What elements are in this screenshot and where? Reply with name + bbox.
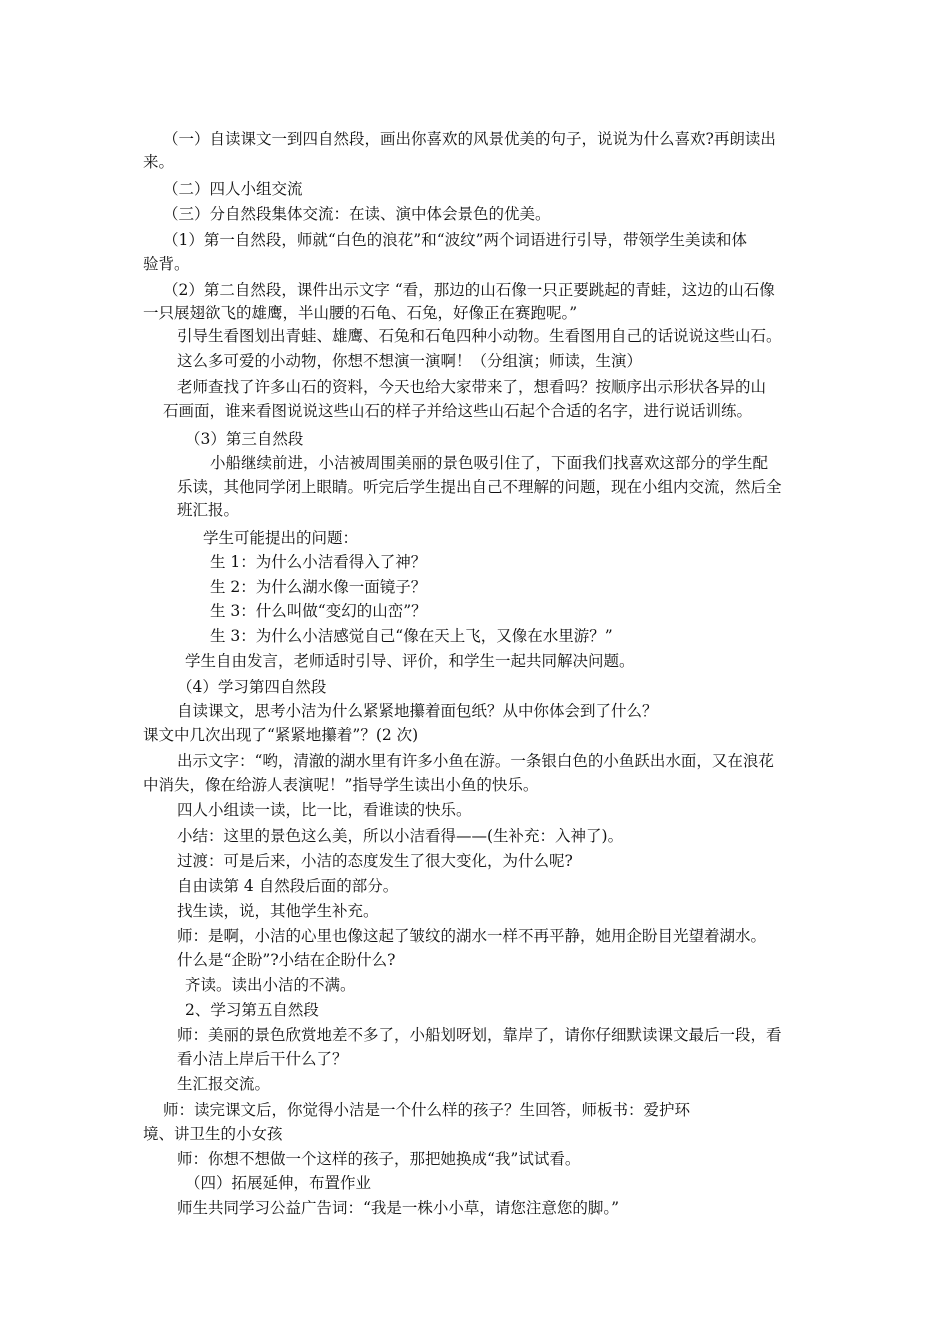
- slogan-line: 师生共同学习公益广告词：“我是一株小小草，请您注意您的脚。”: [177, 1199, 620, 1217]
- report-line: 生汇报交流。: [177, 1075, 271, 1093]
- transition-line: 过渡：可是后来，小洁的态度发生了很大变化，为什么呢?: [177, 852, 573, 870]
- item-2-line-1: （2）第二自然段，课件出示文字 “看，那边的山石像一只正要跳起的青蛙，这边的山石像: [163, 281, 775, 299]
- section-3-heading: （三）分自然段集体交流：在读、演中体会景色的优美。: [163, 205, 551, 223]
- part-2-line-1: 师：美丽的景色欣赏地差不多了，小船划呀划，靠岸了，请你仔细默读课文最后一段，看: [177, 1026, 782, 1044]
- questions-intro: 学生可能提出的问题：: [203, 529, 359, 547]
- teacher-lake-line: 师：是啊，小洁的心里也像这起了皱纹的湖水一样不再平静，她用企盼目光望着湖水。: [177, 927, 767, 945]
- student-read-line: 找生读，说，其他学生补充。: [177, 902, 379, 920]
- item-3-line-3: 班汇报。: [177, 501, 240, 519]
- fish-text-line-1: 出示文字：“哟，清澈的湖水里有许多小鱼在游。一条银白色的小鱼跃出水面，又在浪花: [177, 752, 774, 770]
- paragraph-1-line-1: （一）自读课文一到四自然段，画出你喜欢的风景优美的句子，说说为什么喜欢?再朗读出: [163, 130, 776, 148]
- act-out-line: 这么多可爱的小动物，你想不想演一演啊！（分组演；师读，生演）: [177, 352, 643, 370]
- question-3: 生 3：什么叫做“变幻的山峦”？: [210, 602, 427, 620]
- item-1-line-2: 验背。: [143, 255, 190, 273]
- question-1: 生 1：为什么小洁看得入了神？: [210, 553, 427, 571]
- guide-line: 引导生看图划出青蛙、雄鹰、石兔和石龟四种小动物。生看图用自己的话说说这些山石。: [177, 327, 782, 345]
- question-4: 生 3：为什么小洁感觉自己“像在天上飞，又像在水里游？”: [210, 627, 613, 645]
- group-read-line: 四人小组读一读，比一比，看谁读的快乐。: [177, 801, 472, 819]
- teacher-summary-line-1: 师：读完课文后，你觉得小洁是一个什么样的孩子？生回答，师板书：爱护环: [163, 1101, 691, 1119]
- item-3-line-1: 小船继续前进，小洁被周围美丽的景色吸引住了，下面我们找喜欢这部分的学生配: [210, 454, 769, 472]
- teacher-rocks-line-1: 老师查找了许多山石的资料，今天也给大家带来了，想看吗？按顺序出示形状各异的山: [177, 378, 767, 396]
- hope-question-line: 什么是“企盼”?小结在企盼什么?: [177, 951, 396, 969]
- section-2-heading: （二）四人小组交流: [163, 180, 303, 198]
- role-play-line: 师：你想不想做一个这样的孩子，那把她换成“我”试试看。: [177, 1150, 581, 1168]
- summary-line: 小结：这里的景色这么美，所以小洁看得——(生补充：入神了)。: [177, 827, 624, 845]
- item-4-line-2: 课文中几次出现了“紧紧地攥着”？(2 次): [143, 726, 419, 744]
- part-2-heading: 2、学习第五自然段: [185, 1001, 319, 1019]
- item-4-heading: （4）学习第四自然段: [177, 678, 327, 696]
- free-read-line: 自由读第 4 自然段后面的部分。: [177, 877, 399, 895]
- fish-text-line-2: 中消失，像在给游人表演呢！”指导学生读出小鱼的快乐。: [143, 776, 539, 794]
- paragraph-1-line-2: 来。: [143, 153, 175, 171]
- discussion-line: 学生自由发言，老师适时引导、评价，和学生一起共同解决问题。: [185, 652, 635, 670]
- read-together-line: 齐读。读出小洁的不满。: [185, 976, 356, 994]
- item-4-line-1: 自读课文，思考小洁为什么紧紧地攥着面包纸？从中你体会到了什么？: [177, 702, 658, 720]
- item-3-line-2: 乐读，其他同学闭上眼睛。听完后学生提出自己不理解的问题，现在小组内交流，然后全: [177, 478, 782, 496]
- item-2-line-2: 一只展翅欲飞的雄鹰，半山腰的石龟、石兔，好像正在赛跑呢。”: [143, 304, 578, 322]
- section-4-heading: （四）拓展延伸，布置作业: [185, 1174, 372, 1192]
- question-2: 生 2：为什么湖水像一面镜子？: [210, 578, 427, 596]
- teacher-summary-line-2: 境、讲卫生的小女孩: [143, 1125, 283, 1143]
- part-2-line-2: 看小洁上岸后干什么了？: [177, 1050, 348, 1068]
- item-3-heading: （3）第三自然段: [185, 430, 304, 448]
- item-1-line-1: （1）第一自然段，师就“白色的浪花”和“波纹”两个词语进行引导，带领学生美读和体: [163, 231, 748, 249]
- teacher-rocks-line-2: 石画面，谁来看图说说这些山石的样子并给这些山石起个合适的名字，进行说话训练。: [163, 402, 753, 420]
